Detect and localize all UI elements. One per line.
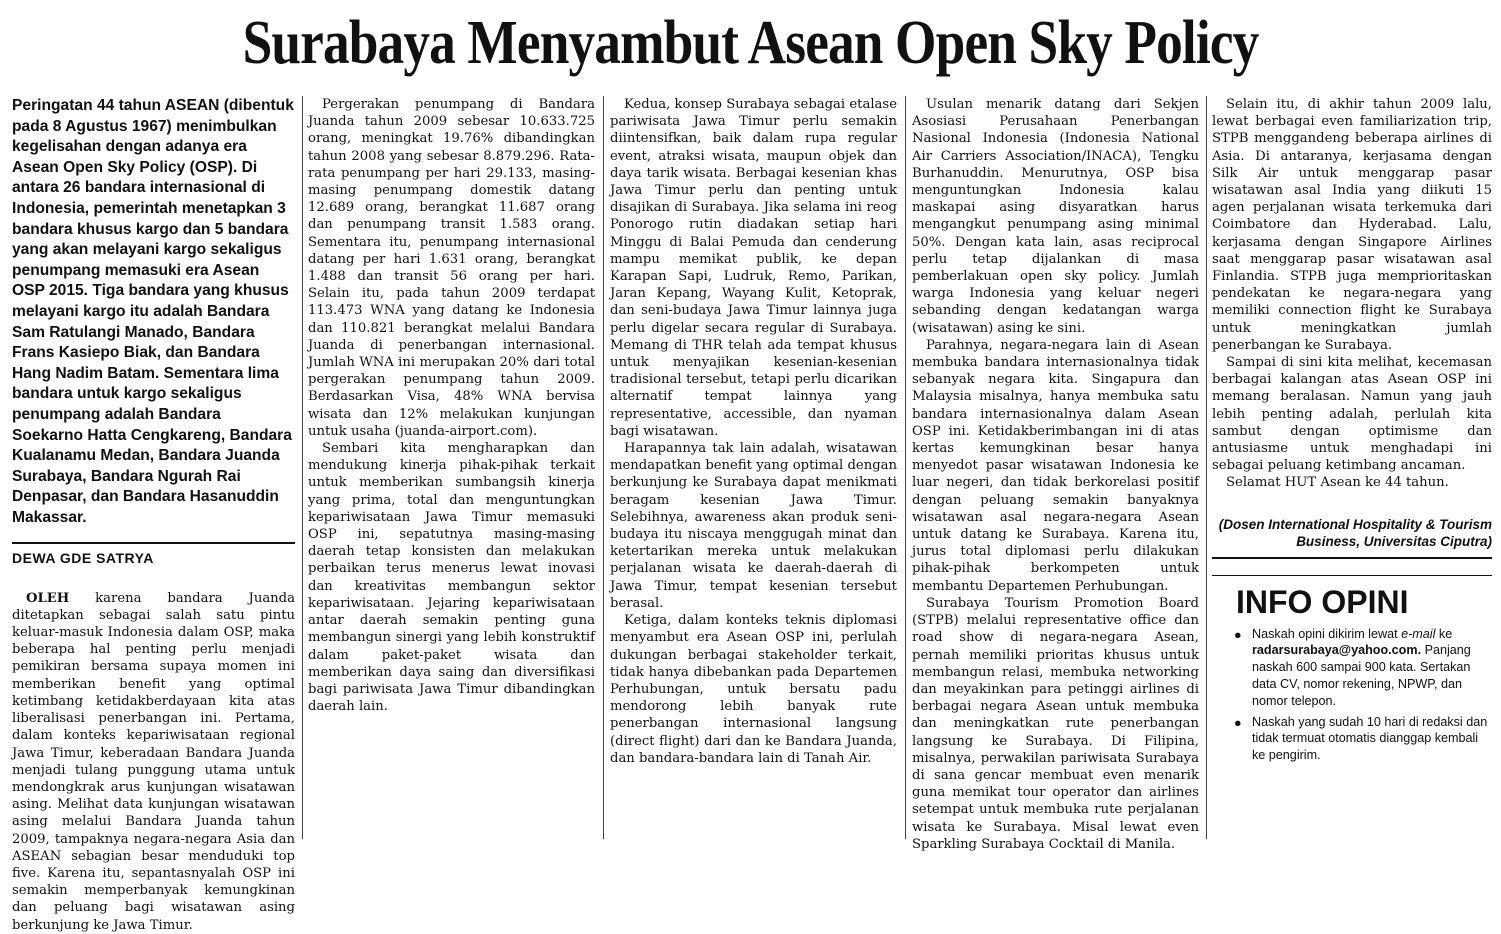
body-text: karena bandara Juanda ditetapkan sebagai salah satu pintu keluar-masuk Indonesia dalam OSP, maka beberapa hal penting perlu menjadi pemikiran bersama supaya momen ini memberikan benefit yang optimal ketimbang ketidakberdayaan kita atas liberalisasi penerbangan ini. Pertama, dalam konteks kepariwisataan regional Jawa Timur, keberadaan Bandara Juanda menjadi tulang punggung utama untuk mendongkrak arus kunjungan wisatawan asing. Melihat data kunjungan wisatawan asing melalui Bandara Juanda tahun 2009, tampaknya negara-negara Asia dan ASEAN sebagian besar menduduki top five. Karena itu, sepantasnyalah OSP ini semakin memperbanyak kemungkinan dan peluang bagi wisatawan asing berkunjung ke Jawa Timur. <box>12 590 295 933</box>
body-paragraph-1 <box>12 590 295 934</box>
body-paragraph-3: Sembari kita mengharapkan dan mendukung kinerja pihak-pihak terkait untuk memberikan sumbangsih kinerja yang prima, total dan menguntungkan kepariwisataan Jawa Timur memasuki OSP ini, sepatutnya masing-masing daerah tetap konsisten dan melakukan perbaikan terus menerus lewat inovasi dan kreativitas membangun sektor kepariwisataan. Jejaring kepariwisataan antar daerah semakin penting guna membangun sinergi yang lebih konstruktif dalam paket-paket wisata dan memberikan daya saing dan diversifikasi bagi pariwisata Jawa Timur dibandingkan daerah lain. <box>308 441 595 715</box>
byline: DEWA GDE SATRYA <box>12 550 154 567</box>
body-paragraph-7: Usulan menarik datang dari Sekjen Asosiasi Perusahaan Penerbangan Nasional Indonesia (Indonesia National Air Carriers Association/INACA), Tengku Burhanuddin. Menurutnya, OSP bisa menguntungkan Indonesia kalau maskapai asing disyaratkan harus mengangkut penumpang asing minimal 50%. Dengan kata lain, asas reciprocal perlu tetap dijalankan di masa pemberlakuan open sky policy. Jumlah warga Indonesia yang keluar negeri sebanding dengan kedatangan warga (wisatawan) asing ke sini. <box>912 97 1199 336</box>
info-text: Panjang naskah 600 sampai 900 kata. Sertakan data CV, nomor rekening, NPWP, dan nomor telepon. <box>1252 643 1471 708</box>
info-opini-box <box>1212 575 1492 764</box>
body-paragraph-8: Parahnya, negara-negara lain di Asean membuka bandara internasionalnya tidak sebanyak negara kita. Singapura dan Malaysia misalnya, hanya membuka satu bandara internasionalnya dalam Asean OSP ini. Ketidakberimbangan ini di atas kertas kemungkinan besar hanya menyedot pasar wisatawan Indonesia ke luar negeri, dan tidak berkorelasi positif dengan peluang semakin banyaknya wisatawan asal negara-negara Asean untuk datang ke Surabaya. Karena itu, jurus total diplomasi perlu dilakukan pihak-pihak berkompeten untuk membantu Departemen Perhubungan. <box>912 337 1199 594</box>
body-paragraph-5: Harapannya tak lain adalah, wisatawan mendapatkan benefit yang optimal dengan berkunjung ke Surabaya dapat menikmati beragam kesenian Jawa Timur. Selebihnya, awareness akan produk seni-budaya itu niscaya menggugah minat dan ketertarikan mereka untuk melakukan perjalanan wisata ke daerah-daerah di Jawa Timur, tempat kesenian tersebut berasal. <box>610 441 897 611</box>
body-paragraph-6: Ketiga, dalam konteks teknis diplomasi menyambut era Asean OSP ini, perlulah dukungan berbagai stakeholder terkait, tidak hanya dibebankan pada Departemen Perhubungan, untuk bersatu padu mendorong lebih banyak rute penerbangan internasional langsung (direct flight) dari dan ke Bandara Juanda, dan bandara-bandara lain di Tanah Air. <box>610 613 897 766</box>
column-5 <box>1212 96 1492 839</box>
column-rule <box>905 96 906 839</box>
bullet-icon: ● <box>1234 627 1242 642</box>
info-text: Naskah yang sudah 10 hari di redaksi dan tidak termuat otomatis dianggap kembali ke pengirim. <box>1252 714 1488 763</box>
info-text: e-mail <box>1401 626 1436 641</box>
byline-block <box>12 542 295 567</box>
info-list <box>1212 626 1492 764</box>
body-paragraph-9: Surabaya Tourism Promotion Board (STPB) melalui representative office dan road show di negara-negara Asean, pernah memiliki prioritas khusus untuk membangun relasi, membuka networking dan meyakinkan para petinggi airlines di berbagai negara Asean untuk membuka dan meningkatkan rute penerbangan langsung ke Surabaya. Di Filipina, misalnya, perwakilan pariwisata Surabaya di sana gencar membuat even menarik guna memikat tour operator dan airlines setempat untuk membuka rute perjalanan wisata ke Surabaya. Misal lewat even Sparkling Surabaya Cocktail di Manila. <box>912 595 1199 852</box>
body-paragraph-12: Selamat HUT Asean ke 44 tahun. <box>1226 475 1449 491</box>
info-item <box>1212 714 1492 764</box>
column-3 <box>610 96 897 839</box>
opening-word: OLEH <box>26 590 70 606</box>
bullet-icon: ● <box>1234 715 1242 730</box>
body-paragraph-2: Pergerakan penumpang di Bandara Juanda tahun 2009 sebesar 10.633.725 orang, meningkat 19.76% dibandingkan tahun 2008 yang sebesar 8.879.296. Rata-rata penumpang per hari 29.133, masing-masing penumpang domestik datang 12.689 orang, berangkat 11.687 orang dan penumpang transit 1.583 orang. Sementara itu, penumpang internasional datang per hari 1.631 orang, berangkat 1.488 dan transit 56 orang per hari. Selain itu, pada tahun 2009 terdapat 113.473 WNA yang datang ke Indonesia dan 110.821 berangkat melalui Bandara Juanda di penerbangan internasional. Jumlah WNA ini merupakan 20% dari total pergerakan penumpang tahun 2009. Berdasarkan Visa, 48% WNA bervisa wisata dan 12% melakukan kunjungan untuk usaha (juanda-airport.com). <box>308 97 595 439</box>
column-1 <box>12 96 295 933</box>
column-rule <box>603 96 604 839</box>
column-4 <box>912 96 1199 852</box>
lead-paragraph: Peringatan 44 tahun ASEAN (dibentuk pada 8 Agustus 1967) menimbulkan kegelisahan dengan adanya era Asean Open Sky Policy (OSP). Di antara 26 bandara internasional di Indonesia, pemerintah menetapkan 3 bandara khusus kargo dan 5 bandara yang akan melayani kargo sekaligus penumpang memasuki era Asean OSP 2015. Tiga bandara yang khusus melayani kargo itu adalah Bandara Sam Ratulangi Manado, Bandara Frans Kasiepo Biak, dan Bandara Hang Nadim Batam. Sementara lima bandara untuk kargo sekaligus penumpang adalah Bandara Soekarno Hatta Cengkareng, Bandara Kualanamu Medan, Bandara Juanda Surabaya, Bandara Ngurah Rai Denpasar, dan Bandara Hasanuddin Makassar. <box>12 97 294 526</box>
body-paragraph-10: Selain itu, di akhir tahun 2009 lalu, lewat berbagai even familiarization trip, STPB menggandeng beberapa airlines di Asia. Di antaranya, kerjasama dengan Silk Air untuk menggarap pasar wisatawan asal India yang diikuti 15 agen perjalanan wisata terkemuka dari Coimbatore dan Hyderabad. Lalu, kerjasama dengan Singapore Airlines saat menggarap pasar wisatawan asal Finlandia. STPB juga memprioritaskan pendekatan ke negara-negara yang memiliki connection flight ke Surabaya untuk meningkatkan jumlah penerbangan ke Surabaya. <box>1212 97 1492 353</box>
column-2 <box>308 96 595 839</box>
author-affiliation: (Dosen International Hospitality & Tourism Business, Universitas Ciputra) <box>1212 516 1492 559</box>
body-paragraph-4: Kedua, konsep Surabaya sebagai etalase pariwisata Jawa Timur perlu semakin diintensifkan, baik dalam rupa regular event, atraksi wisata, maupun objek dan daya tarik wisata. Berbagai kesenian khas Jawa Timur perlu dan penting untuk disajikan di Surabaya. Jika selama ini reog Ponorogo rutin diadakan setiap hari Minggu di Balai Pemuda dan cenderung mampu memikat publik, ke depan Karapan Sapi, Ludruk, Remo, Parikan, Jaran Kepang, Wayang Kulit, Ketoprak, dan seni-budaya Jawa Timur lainnya juga perlu digelar secara regular di Surabaya. Memang di THR telah ada tempat khusus untuk menyajikan kesenian-kesenian tradisional tersebut, tetapi perlu dicarikan alternatif tempat lainnya yang representative, accessible, dan nyaman bagi wisatawan. <box>610 97 897 439</box>
column-rule <box>1206 96 1207 839</box>
info-text: Naskah opini dikirim lewat <box>1252 626 1398 641</box>
info-title: INFO OPINI <box>1236 583 1409 620</box>
column-rule <box>302 96 303 839</box>
body-paragraph-11: Sampai di sini kita melihat, kecemasan berbagai kalangan atas Asean OSP ini memang beralasan. Namun yang jauh lebih penting adalah, perlulah kita sambut dengan optimisme dan antusiasme untuk menghadapi ini sebagai peluang ketimbang ancaman. <box>1212 355 1492 474</box>
info-item <box>1212 626 1492 710</box>
email-address: radarsurabaya@yahoo.com. <box>1252 643 1422 658</box>
info-text: ke <box>1438 626 1453 641</box>
headline: Surabaya Menyambut Asean Open Sky Policy <box>242 9 1259 77</box>
